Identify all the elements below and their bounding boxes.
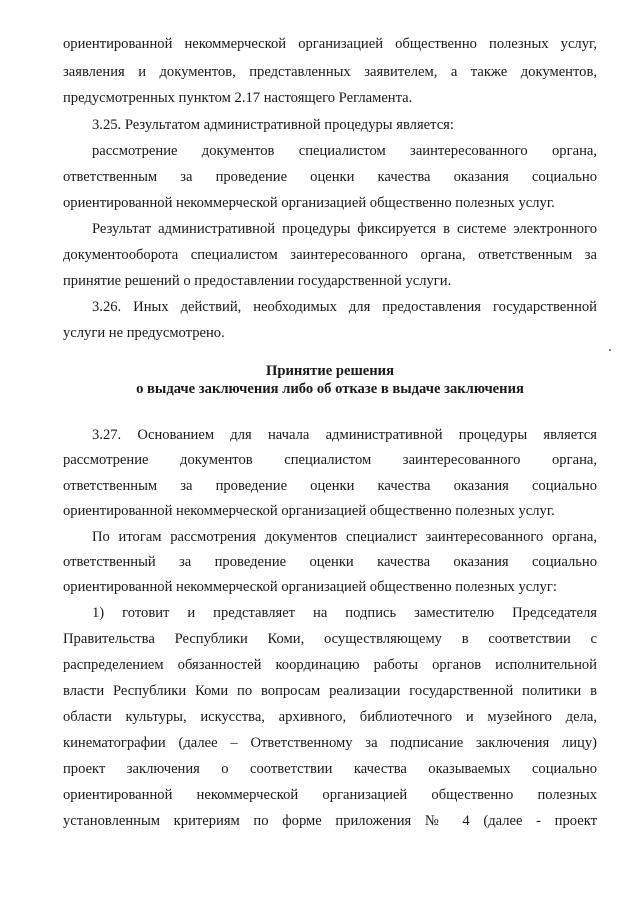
text-line: ориентированной некоммерческой организацией общественно полезных услуг, [63,36,597,52]
text-line: Правительства Республики Коми, осуществляющему в соответствии с [63,631,597,647]
text-line: Результат административной процедуры фиксируется в системе электронного [92,221,597,237]
text-line: проект заключения о соответствии качества оказываемых социально [63,761,597,777]
text-line: предусмотренных пунктом 2.17 настоящего Регламента. [63,90,413,106]
text-line: ответственным за проведение оценки качества оказания социально [63,478,597,494]
text-line: заявления и документов, представленных заявителем, а также документов, [63,64,597,80]
text-line: установленным критериям по форме приложения № 4 (далее - проект [63,813,597,829]
text-line: принятие решений о предоставлении государственной услуги. [63,273,452,289]
list-item-1: 1) готовит и представляет на подпись заместителю Председателя [92,605,597,621]
text-line: ориентированной некоммерческой организацией общественно полезных услуг: [63,579,557,595]
text-line: власти Республики Коми по вопросам реализации государственной политики в [63,683,597,699]
text-line: По итогам рассмотрения документов специалист заинтересованного органа, [92,529,597,545]
text-line: ответственным за проведение оценки качества оказания социально [63,169,597,185]
paragraph-3-27: 3.27. Основанием для начала административной процедуры является [92,427,597,443]
text-line: документооборота специалистом заинтересованного органа, ответственным за [63,247,597,263]
text-line: распределением обязанностей координацию работы органов исполнительной [63,657,597,673]
text-line: кинематографии (далее – Ответственному за подписание заключения лицу) [63,735,597,751]
scan-speck [609,349,611,351]
text-line: ориентированной некоммерческой организацией общественно полезных услуг. [63,503,555,519]
text-line: ориентированной некоммерческой организацией общественно полезных услуг. [63,195,555,211]
text-line: рассмотрение документов специалистом заинтересованного органа, [92,143,597,159]
paragraph-3-25: 3.25. Результатом административной процедуры является: [92,117,454,133]
text-line: услуги не предусмотрено. [63,325,225,341]
text-line: ответственный за проведение оценки качества оказания социально [63,554,597,570]
section-subheading: о выдаче заключения либо об отказе в выдаче заключения [136,381,524,397]
text-line: рассмотрение документов специалистом заинтересованного органа, [63,452,597,468]
text-line: ориентированной некоммерческой организацией общественно полезных [63,787,597,803]
text-line: области культуры, искусства, архивного, библиотечного и музейного дела, [63,709,597,725]
section-heading: Принятие решения [266,363,394,379]
paragraph-3-26: 3.26. Иных действий, необходимых для предоставления государственной [92,299,597,315]
